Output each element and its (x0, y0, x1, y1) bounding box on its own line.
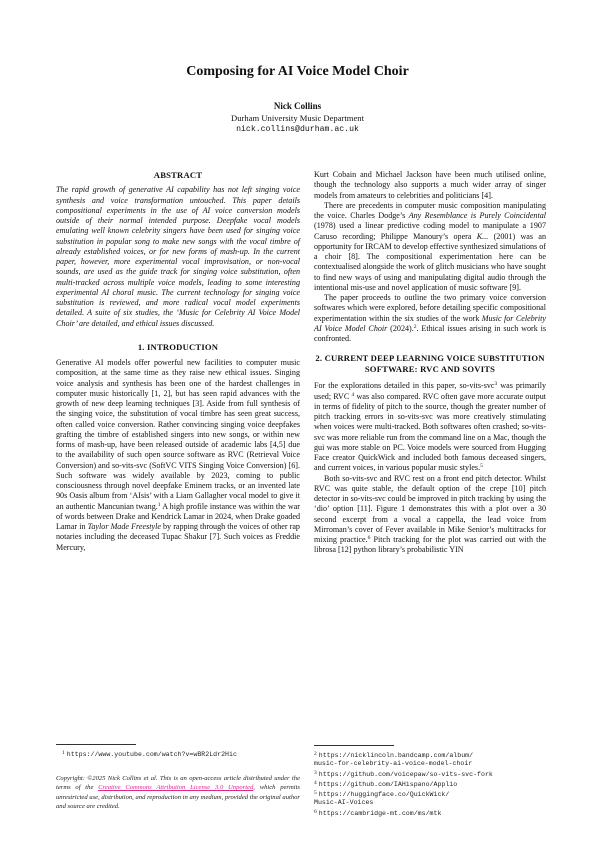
paper-title: Composing for AI Voice Model Choir (186, 64, 409, 79)
footnote-left-1[interactable]: $^1$ https://www.youtube.com/watch?v=wBR2Ldr2Hic (62, 750, 237, 758)
footnote-ref: 4 (351, 391, 355, 398)
author-name: Nick Collins (273, 101, 322, 111)
footnote-ref: 3 (494, 381, 498, 388)
license-link[interactable]: Creative Commons Attribution License 3.0 Unported (98, 784, 254, 792)
footnote-right-5-cont[interactable]: Music-AI-Voices (314, 799, 374, 807)
footnote-ref: 1 (157, 501, 161, 508)
right-paragraph-1: Kurt Cobain and Michael Jackson have been much utilised online, though the technology also supports a much wider array of singer models from amateurs to celebrities and politicians [4]. (314, 170, 546, 200)
copyright-notice: Copyright: ©2025 Nick Collins et al. This is an open-access article distributed under the terms of the Creative Commons Attribution License 3.0 Unported, which permits unrestricted use, distribution, and reproduction in any medium, provided the original author and source are credited. (56, 775, 300, 811)
footnote-rule-left (56, 744, 136, 745)
section-2-paragraph-2: Both so-vits-svc and RVC rest on a front end pitch detector. Whilst RVC was quite stable, the default option of the crepe [10] pitch detector in so-vits-svc could be improved in pitch tracking by using the ‘dio’ option [11]. Figure 1 demonstrates this with a plot over a 30 second excerpt from a vocal a cappella, the lead voice from Mirroman’s cover of Fever available in Mike Senior’s multitracks for mixing practice.$^6$ Pitch tracking for the plot was carried out with the librosa [12] python library’s probabilistic YIN (314, 473, 546, 555)
introduction-heading: 1. INTRODUCTION (137, 341, 219, 352)
footnote-right-4[interactable]: $^4$ https://github.com/IAHispano/Applio (314, 779, 458, 788)
footnote-right-5[interactable]: $^5$ https://huggingface.co/QuickWick/ (314, 790, 450, 799)
footnote-ref: 2 (413, 323, 417, 330)
left-column (56, 170, 300, 553)
footnote-right-2[interactable]: $^2$ https://nicklincoln.bandcamp.com/album/ (314, 751, 474, 759)
footnote-rule-right (314, 745, 394, 746)
right-paragraph-3: The paper proceeds to outline the two primary voice conversion softwares which were explored, before detailing specific compositional experimentation within the six studies of the work Music for Celebrity AI Voice Model Choir (2024).$^2$. Ethical issues arising in such work is confronted. (314, 293, 547, 343)
section-2-heading: 2. CURRENT DEEP LEARNING VOICE SUBSTITUTION SOFTWARE: RVC AND SOVITS (315, 353, 545, 375)
right-paragraph-2: There are precedents in computer music composition manipulating the voice. Charles Dodge’s Any Resemblance is Purely Coincidental (1978) used a linear predictive coding model to manipulate a 1907 Caruso recording; Philippe Manoury’s opera K... (2001) was an opportunity for IRCAM to develop effective synthesized simulations of a choir [8]. The compositional experimentation here can be contextualised alongside the work of glitch musicians who have sought to find new ways of using and manipulating digital audio through the intentional mis-use and novel application of music software [9]. (314, 200, 547, 292)
footnote-right-3[interactable]: $^3$ https://github.com/voicepaw/so-vits-svc-fork (314, 769, 493, 778)
abstract-text: The rapid growth of generative AI capability has not left singing voice synthesis and voice transformation untouched. This paper details compositional experiments in the use of AI voice conversion models outside of their normal intended purpose. Deepfake vocal models emulating well known celebrity singers have been used for singing voice substitution in popular song to make new songs with the vocal timbre of already established voices, or for new forms of mash-up. In the current paper, however, more experimental vocal improvisation, or non-vocal sounds, are used as the guide track for singing voice substitution, often multi-tracked across multiple voice models, leading to some interesting experimental AI choral music. The current technology for singing voice substitution is reviewed, and more radical vocal model experiments detailed. A suite of six studies, the ‘Music for Celebrity AI Voice Model Choir’ are detailed, and ethical issues discussed. (56, 185, 300, 328)
footnote-ref: 5 (480, 463, 483, 470)
author-email: nick.collins@durham.ac.uk (236, 125, 359, 134)
footnotes-right (314, 750, 546, 818)
footnote-right-6[interactable]: $^6$ https://cambridge-mt.com/ms/mtk (314, 808, 442, 817)
footnote-right-2-cont[interactable]: music-for-celebrity-ai-voice-model-choir (314, 760, 473, 768)
right-column (314, 170, 546, 556)
introduction-paragraph: Generative AI models offer powerful new facilities to computer music composition, at the same time as they raise new ethical issues. Singing voice analysis and synthesis has been one of the hardest challenges in computer music historically [1, 2], but has seen rapid advances with the growth of new deep learning techniques [3]. Aside from full synthesis of the singing voice, the substitution of vocal timbre has seen great success, often called voice conversion. Rather convincing singing voice deepfakes grafting the timbre of established singers into new songs, or within new forms of mash-up, have been released outside of academic labs [4,5] due to the availability of such open source software as RVC (Retrieval Voice Conversion) and so-vits-svc (SoftVC VITS Singing Voice Conversion) [6]. Such software was widely available by 2023, coming to public consciousness through novel deepfake Eminem tracks, or an invented late 90s Oasis album from ‘AIsis’ with a Liam Gallagher vocal model to give it an authentic Mancunian twang.$^1$ A high profile instance was within the war of words between Drake and Kendrick Lamar in 2024, when Drake goaded Lamar in Taylor Made Freestyle by rapping through the voices of other rap notaries including the deceased Tupac Shakur [7]. Such voices as Freddie Mercury, (56, 358, 300, 552)
section-2-paragraph-1: For the explorations detailed in this paper, so-vits-svc$^3$ was primarily used; RVC $^4$ was also compared. RVC often gave more accurate output in terms of fidelity of pitch to the source, though the greater number of pitch tracking errors in so-vits-svc was more creatively stimulating when voices were multi-tracked. Both softwares often crashed; so-vits-svc was more reliable run from the command line on a Mac, though the gui was more stable on PC. Voice models were sourced from Hugging Face creator QuickWick and included both famous deceased singers, and current voices, in various popular music styles.$^5$ (314, 381, 546, 473)
abstract-heading: ABSTRACT (153, 170, 203, 180)
author-affiliation: Durham University Music Department (231, 113, 364, 123)
footnote-ref: 6 (367, 535, 371, 541)
